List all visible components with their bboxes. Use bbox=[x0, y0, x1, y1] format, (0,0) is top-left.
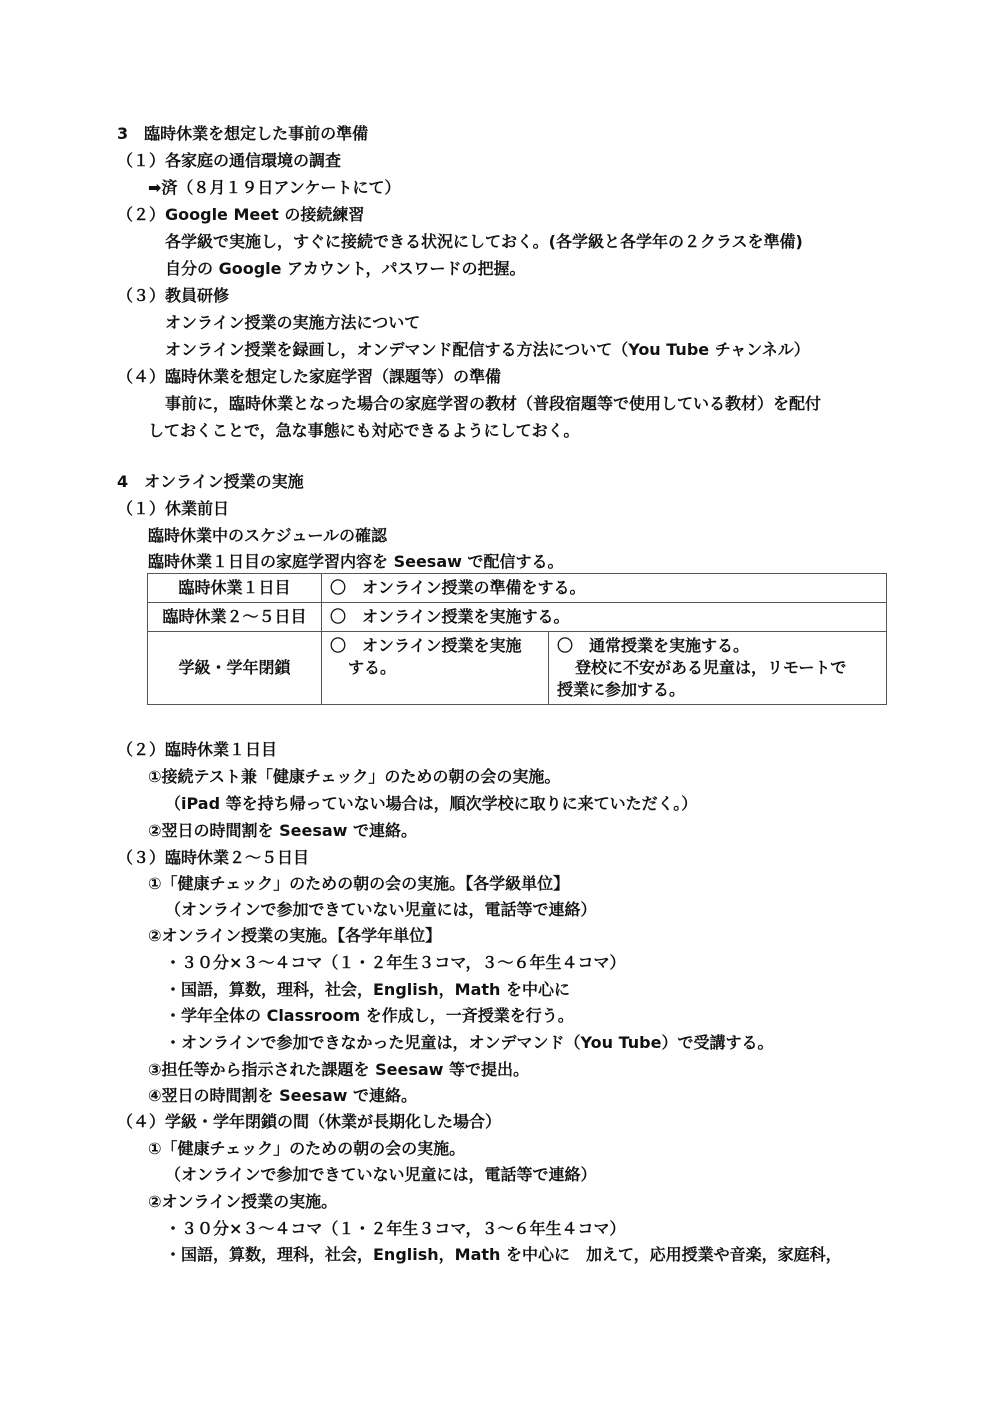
section-3-3-heading: （３）教員研修 bbox=[117, 286, 230, 305]
row-text: 〇 オンライン授業の準備をする。 bbox=[322, 574, 887, 603]
section-4-3-line-6: ・学年全体の Classroom を作成し，一斉授業を行う。 bbox=[165, 1006, 574, 1025]
closure-col-2-line-1: 〇 通常授業を実施する。 bbox=[557, 636, 750, 655]
section-4-3-line-9: ④翌日の時間割を Seesaw で連絡。 bbox=[148, 1086, 418, 1105]
section-4-heading: 4 オンライン授業の実施 bbox=[117, 472, 304, 491]
section-4-3-line-3: ②オンライン授業の実施。【各学年単位】 bbox=[148, 926, 442, 945]
section-3-2-line-2: 自分の Google アカウント，パスワードの把握。 bbox=[165, 259, 526, 278]
section-3-1-line: ➡済（８月１９日アンケートにて） bbox=[148, 178, 401, 197]
section-4-2-line-3: ②翌日の時間割を Seesaw で連絡。 bbox=[148, 821, 418, 840]
section-4-4-line-1: ①「健康チェック」のための朝の会の実施。 bbox=[148, 1139, 466, 1158]
row-text: 〇 オンライン授業を実施する。 bbox=[322, 603, 887, 632]
closure-col-2-line-3: 授業に参加する。 bbox=[557, 680, 686, 699]
section-4-2-line-2: （iPad 等を持ち帰っていない場合は，順次学校に取りに来ていただく。） bbox=[165, 794, 698, 813]
section-4-3-line-2: （オンラインで参加できていない児童には，電話等で連絡） bbox=[165, 900, 597, 919]
section-4-3-line-1: ①「健康チェック」のための朝の会の実施。【各学級単位】 bbox=[148, 874, 570, 893]
section-3-heading: 3 臨時休業を想定した事前の準備 bbox=[117, 124, 369, 143]
closure-col-2 bbox=[549, 632, 887, 705]
section-4-1-line-1: 臨時休業中のスケジュールの確認 bbox=[148, 526, 388, 545]
section-3-3-line-2: オンライン授業を録画し，オンデマンド配信する方法について（You Tube チャンネル） bbox=[165, 340, 810, 359]
section-3-4-line-1: 事前に，臨時休業となった場合の家庭学習の教材（普段宿題等で使用している教材）を配付 bbox=[165, 394, 822, 413]
section-4-3-line-8: ③担任等から指示された課題を Seesaw 等で提出。 bbox=[148, 1060, 530, 1079]
row-label: 学級・学年閉鎖 bbox=[148, 632, 322, 705]
closure-col-1-line-1: 〇 オンライン授業を実施 bbox=[330, 636, 522, 655]
section-4-3-heading: （３）臨時休業２～５日目 bbox=[117, 848, 310, 867]
section-3-2-line-1: 各学級で実施し，すぐに接続できる状況にしておく。(各学級と各学年の２クラスを準備) bbox=[165, 232, 803, 251]
section-4-3-line-7: ・オンラインで参加できなかった児童は，オンデマンド（You Tube）で受講する。 bbox=[165, 1033, 774, 1052]
section-3-1-heading: （１）各家庭の通信環境の調査 bbox=[117, 151, 342, 170]
section-3-4-heading: （４）臨時休業を想定した家庭学習（課題等）の準備 bbox=[117, 367, 502, 386]
section-4-4-line-3: ②オンライン授業の実施。 bbox=[148, 1192, 338, 1211]
section-4-4-heading: （４）学級・学年閉鎖の間（休業が長期化した場合） bbox=[117, 1112, 502, 1131]
schedule-table bbox=[147, 573, 887, 705]
section-4-3-line-4: ・３０分×３～４コマ（１・２年生３コマ，３～６年生４コマ） bbox=[165, 953, 626, 972]
section-3-4-line-2: しておくことで，急な事態にも対応できるようにしておく。 bbox=[148, 421, 580, 440]
closure-col-2-line-2: 登校に不安がある児童は，リモートで bbox=[575, 658, 847, 677]
section-3-3-line-1: オンライン授業の実施方法について bbox=[165, 313, 421, 332]
table-row bbox=[148, 632, 887, 705]
row-label: 臨時休業１日目 bbox=[148, 574, 322, 603]
section-4-4-line-5: ・国語，算数，理科，社会，English，Math を中心に 加えて，応用授業や音楽，家庭科， bbox=[165, 1245, 842, 1264]
section-4-2-line-1: ①接続テスト兼「健康チェック」のための朝の会の実施。 bbox=[148, 767, 561, 786]
row-label: 臨時休業２～５日目 bbox=[148, 603, 322, 632]
closure-col-1 bbox=[322, 632, 549, 705]
section-4-3-line-5: ・国語，算数，理科，社会，English，Math を中心に bbox=[165, 980, 570, 999]
table-row bbox=[148, 603, 887, 632]
table-row bbox=[148, 574, 887, 603]
section-4-1-line-2: 臨時休業１日目の家庭学習内容を Seesaw で配信する。 bbox=[148, 552, 564, 571]
section-4-4-line-4: ・３０分×３～４コマ（１・２年生３コマ，３～６年生４コマ） bbox=[165, 1219, 626, 1238]
section-4-1-heading: （１）休業前日 bbox=[117, 499, 230, 518]
section-4-2-heading: （２）臨時休業１日目 bbox=[117, 740, 278, 759]
section-4-4-line-2: （オンラインで参加できていない児童には，電話等で連絡） bbox=[165, 1165, 597, 1184]
closure-col-1-line-2: する。 bbox=[348, 658, 397, 677]
section-3-2-heading: （２）Google Meet の接続練習 bbox=[117, 205, 365, 224]
